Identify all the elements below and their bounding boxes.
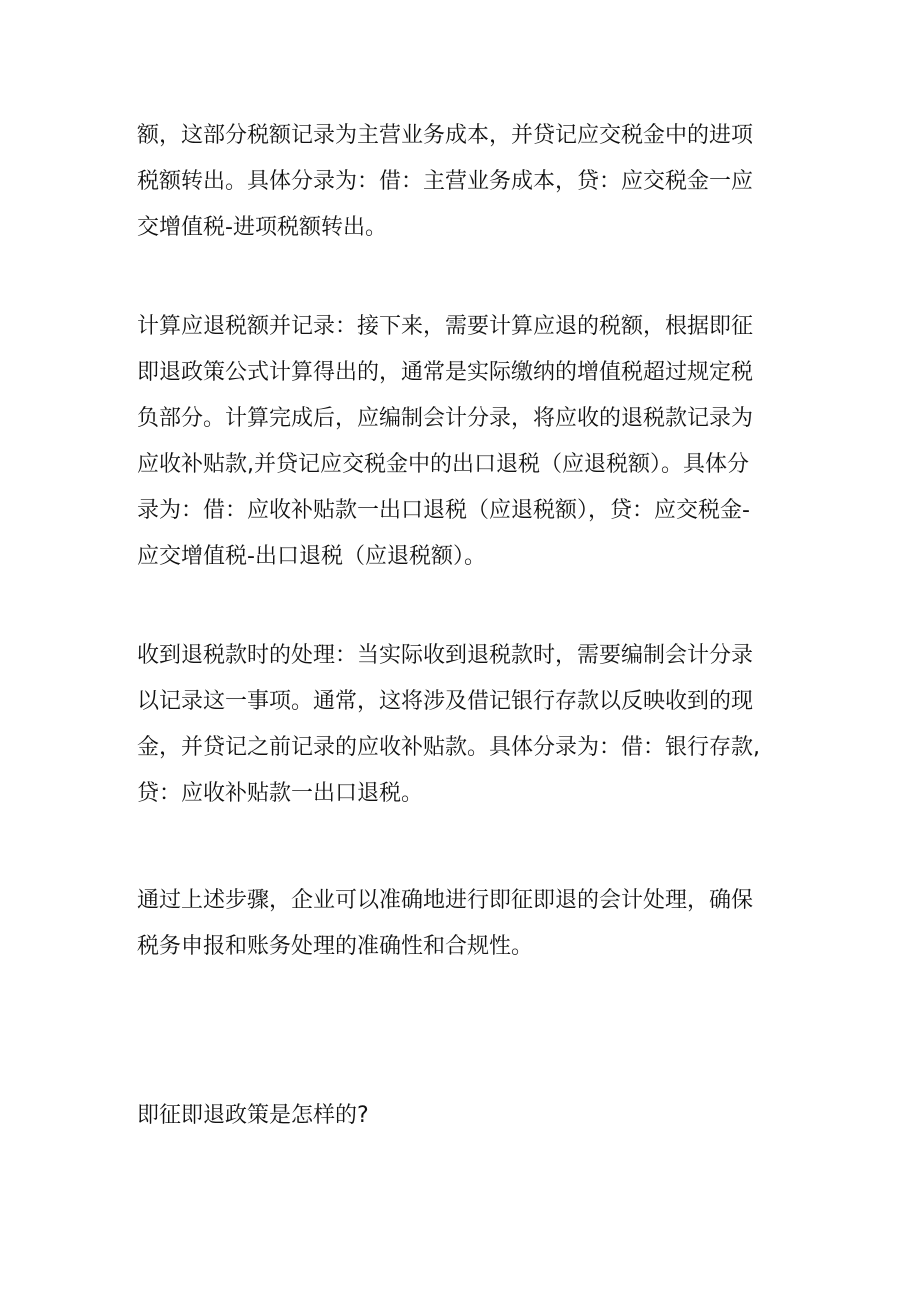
text-line: 交增值税-进项税额转出。	[137, 215, 387, 240]
text-line: 负部分。计算完成后，应编制会计分录，将应收的退税款记录为	[137, 406, 754, 431]
paragraph-receive-refund	[137, 633, 797, 817]
paragraph-conclusion	[137, 878, 797, 970]
text-line: 税务申报和账务处理的准确性和合规性。	[137, 934, 534, 959]
text-line: 税额转出。具体分录为：借：主营业务成本，贷：应交税金一应	[137, 169, 754, 194]
text-line: 应交增值税-出口退税（应退税额）。	[137, 544, 486, 569]
section-heading	[137, 1093, 797, 1139]
text-line: 通过上述步骤，企业可以准确地进行即征即退的会计处理，确保	[137, 888, 754, 913]
paragraph-input-tax-transfer	[137, 113, 797, 251]
paragraph-calculate-refund	[137, 304, 797, 580]
text-line: 贷：应收补贴款一出口退税。	[137, 781, 424, 806]
text-line: 金，并贷记之前记录的应收补贴款。具体分录为：借：银行存款,	[137, 735, 760, 760]
text-line: 应收补贴款,并贷记应交税金中的出口退税（应退税额）。具体分	[137, 452, 749, 477]
text-line: 以记录这一事项。通常，这将涉及借记银行存款以反映收到的现	[137, 689, 754, 714]
text-line: 收到退税款时的处理：当实际收到退税款时，需要编制会计分录	[137, 643, 754, 668]
text-line: 计算应退税额并记录：接下来，需要计算应退的税额，根据即征	[137, 314, 754, 339]
text-line: 额，这部分税额记录为主营业务成本，并贷记应交税金中的进项	[137, 123, 754, 148]
text-line: 即退政策公式计算得出的，通常是实际缴纳的增值税超过规定税	[137, 360, 754, 385]
heading-text: 即征即退政策是怎样的?	[137, 1103, 369, 1128]
text-line: 录为：借：应收补贴款一出口退税（应退税额），贷：应交税金-	[137, 498, 750, 523]
